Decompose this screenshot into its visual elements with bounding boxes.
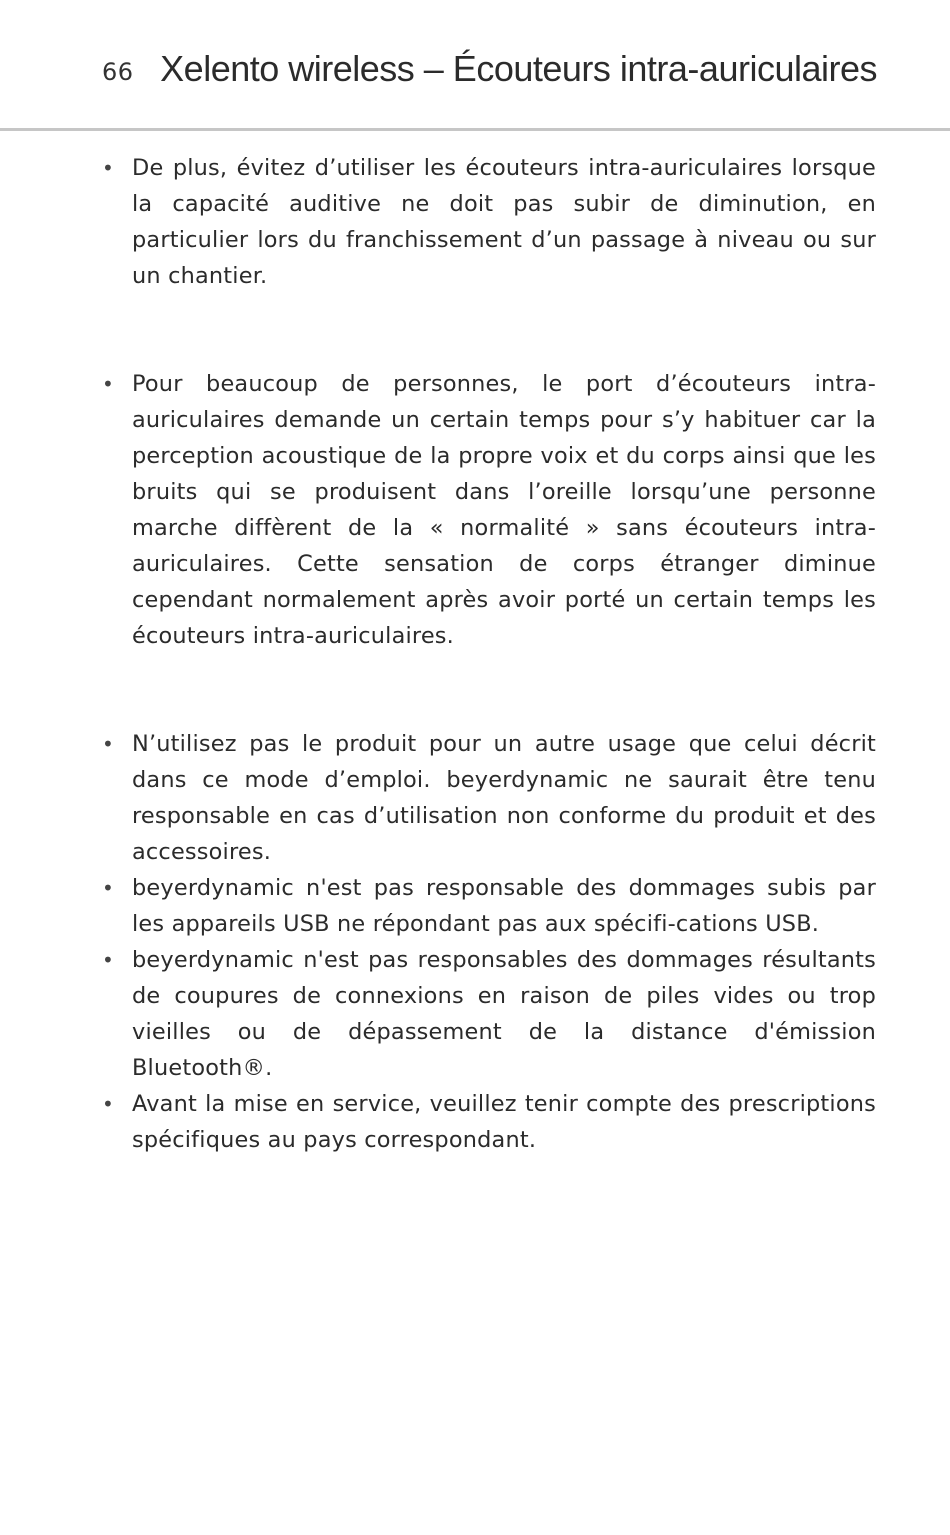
page-number: 66 — [102, 58, 134, 86]
bullet-icon: • — [102, 372, 114, 396]
list-item — [0, 1086, 950, 1158]
list-item-text: Avant la mise en service, veuillez tenir compte des prescriptions spécifiques au pays correspondant. — [132, 1091, 876, 1153]
list-item — [0, 366, 950, 654]
bullet-icon: • — [102, 732, 114, 756]
bullet-icon: • — [102, 948, 114, 972]
bullet-icon: • — [102, 1092, 114, 1116]
list-item-text: Pour beaucoup de personnes, le port d’écouteurs intra-auriculaires demande un certain temps pour s’y habituer car la perception acoustique de la propre voix et du corps ainsi que les bruits qui se produisent dans l’oreille lorsqu’une personne marche diffèrent de la « normalité » sans écouteurs intra-auriculaires. Cette sensation de corps étranger diminue cependant normalement après avoir porté un certain temps les écouteurs intra-auriculaires. — [132, 371, 876, 649]
list-item — [0, 150, 950, 294]
list-item — [0, 726, 950, 870]
page-title: Xelento wireless – Écouteurs intra-auriculaires — [160, 48, 877, 89]
bullet-icon: • — [102, 156, 114, 180]
page-content — [0, 150, 950, 1158]
list-item — [0, 870, 950, 942]
list-item-text: beyerdynamic n'est pas responsable des dommages subis par les appareils USB ne répondant pas aux spécifi-cations USB. — [132, 875, 876, 937]
list-item-text: beyerdynamic n'est pas responsables des dommages résultants de coupures de connexions en raison de piles vides ou trop vieilles ou de dépassement de la distance d'émission Bluetooth®. — [132, 947, 876, 1081]
list-item-text: N’utilisez pas le produit pour un autre usage que celui décrit dans ce mode d’emploi. beyerdynamic ne saurait être tenu responsable en cas d’utilisation non conforme du produit et des accessoires. — [132, 731, 876, 865]
bullet-icon: • — [102, 876, 114, 900]
bullet-list — [0, 150, 950, 1158]
list-item-text: De plus, évitez d’utiliser les écouteurs intra-auriculaires lorsque la capacité auditive ne doit pas subir de diminution, en particulier lors du franchissement d’un passage à niveau ou sur un chantier. — [132, 155, 876, 289]
list-item — [0, 942, 950, 1086]
page-header — [0, 0, 950, 131]
